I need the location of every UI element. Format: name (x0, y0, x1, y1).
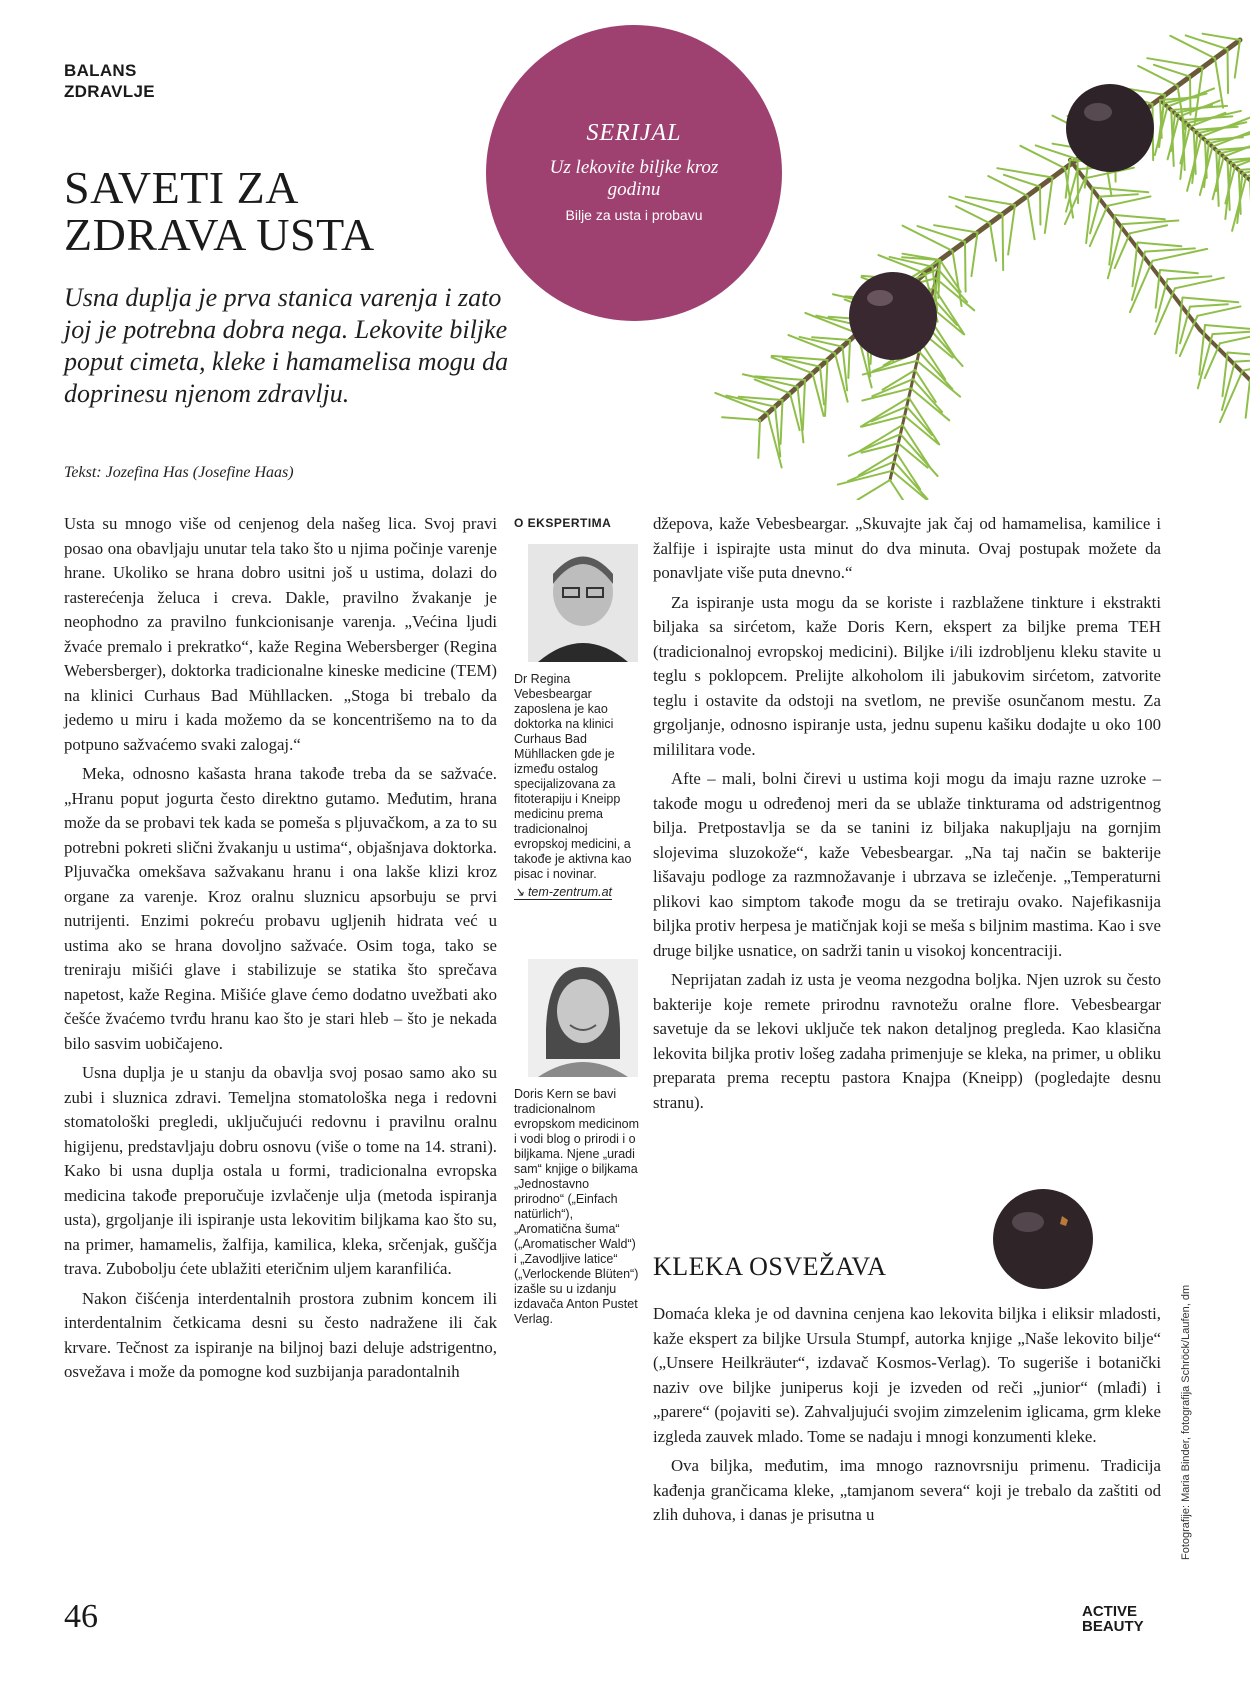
body-column-3 (653, 512, 1161, 1120)
juniper-needle (1168, 276, 1212, 279)
magazine-logo-line1: ACTIVE (1082, 1603, 1138, 1620)
paragraph: Ova biljka, međutim, ima mnogo raznovrsniju primenu. Tradicija kađenja grančicama kleke, „tamjanom severa“ koji je trebalo da zaštiti od zlih duhova, i danas je prisutna u (653, 1456, 1161, 1524)
section-label (64, 60, 155, 102)
paragraph: Usna duplja je u stanju da obavlja svoj posao samo ako su zubi i sluznica zdravi. Temeljna stomatološka nega i redovni stomatološki pregledi, uključujući redovnu i pravilnu oralnu higijenu, predstavljaju dobru osnovu (više o tome na 14. strani). Kako bi usna duplja ostala u formi, tradicionalna evropska medicina takođe preporučuje izvlačenje ulja (metoda ispiranja usta), grgoljanje ili ispiranje usta lekovitim biljkama kao što su, na primer, hamamelis, žalfija, kamilica, kleka, srčenjak, guščja trava. Zubobolju ćete ublažiti eteričnim uljem karanfilića. (64, 1063, 497, 1278)
juniper-needle (1228, 49, 1229, 93)
juniper-needle (1145, 248, 1195, 251)
juniper-needle (1239, 167, 1250, 170)
expert1-caption: Dr Regina Vebesbeargar zaposlena je kao doktorka na klinici Curhaus Bad Mühllacken gde je između ostalog specijalizovana za fitoterapiju i Kneipp medicinu prema tradicionalnoj evropskoj medicini, a takođe je aktivna kao pisac i novinar. (514, 672, 632, 881)
paragraph: Afte – mali, bolni čirevi u ustima koji mogu da imaju razne uzroke – takođe mogu u određenoj meri da se ublaže tinkturama od adstrigentnog bilja. Pretpostavlja se da se tanini iz biljaka nakupljaju na gornjim slojevima sluzokože“, kaže Vebesbeargar. „Na taj način se bakterije lišavaju podloge za razmnožavanje i ubrzava se izlečenje. „Temperaturni plikovi kao simptom takođe mogu da se tretiraju ovako. Najefikasnija biljka protiv herpesa je matičnjak koji se meša s biljnim mastima. Kao i sve druge biljke usnatice, on sadrži tanin u visokoj koncentraciji. (653, 769, 1161, 960)
experts-sidebar (514, 516, 642, 1327)
section-subheading: KLEKA OSVEŽAVA (653, 1252, 887, 1281)
series-label: SERIJAL (586, 120, 682, 146)
juniper-needle (772, 356, 828, 360)
juniper-needle (965, 242, 966, 292)
juniper-needle (1086, 188, 1092, 244)
article-title (64, 164, 484, 258)
juniper-needle (902, 257, 940, 260)
juniper-needle (861, 398, 909, 427)
juniper-needle (892, 471, 935, 500)
photo-credit: Fotografije: Maria Binder, fotografija Schröck/Laufen, dm (1180, 1284, 1192, 1560)
juniper-needle (988, 176, 1027, 196)
juniper-needle (1138, 66, 1177, 86)
juniper-needle (938, 269, 967, 302)
juniper-needle (1235, 358, 1250, 361)
juniper-needle (781, 400, 783, 444)
article-lead: Usna duplja je prva stanica varenja i zato joj je potrebna dobra nega. Lekovite biljke poput cimeta, kleke i hamamelisa mogu da doprinesu njenom zdravlju. (64, 283, 509, 408)
article-title-line1: SAVETI ZA (64, 162, 299, 213)
paragraph: Nakon čišćenja interdentalnih prostora zubnim koncem ili interdentalnim četkicama desni su često nadražene ili čak krvare. Tečnost za ispiranje na biljnoj bazi deluje adstrigentno, osvežava i može da pomogne kod suzbijanja paradontalnih (64, 1288, 497, 1381)
expert2-caption: Doris Kern se bavi tradicionalnom evropskom medicinom i vodi blog o prirodi i o biljkama. Njene „uradi sam“ knjige o biljkama „Jednostavno prirodno“ („Einfach natürlich“), „Aromatična šuma“ („Aromatischer Wald“) i „Zavodljive latice“ („Verlockende Blüten“) izašle su u izdanju izdavača Anton Pustet Verlag. (514, 1087, 640, 1326)
juniper-needle (1123, 221, 1179, 225)
juniper-needle (1004, 175, 1040, 187)
juniper-needle (1183, 298, 1239, 303)
body-column-1 (64, 512, 497, 1390)
juniper-needle (1213, 331, 1250, 335)
juniper-needle (1130, 225, 1167, 233)
juniper-needle (1108, 196, 1151, 205)
juniper-needle (1138, 243, 1182, 247)
series-topic: Bilje za usta i probavu (565, 207, 703, 223)
juniper-needle (803, 380, 805, 430)
juniper-needle (1228, 353, 1250, 357)
juniper-needle (1020, 146, 1065, 169)
paragraph: Usta su mnogo više od cenjenog dela našeg lica. Svoj pravi posao ona obavljaju unutar tela tako što u njima počinje varenje hrane. Ukoliko se hrana dobro usitni još u ustima, dolazi do rasterećenja želuca i creva. Dakle, pravilno žvakanje je neophodno za pravilno funkcionisanje varenja. „Većina ljudi žvaće premalo i prekratko“, kaže Regina Webersberger (Regina Webersberger), doktorka tradicionalne kineske medicine (TEM) na klinici Curhaus Bad Mühllacken. „Stoga bi trebalo da jedemo u miru i kada možemo da se koncentrišemo na to da potpuno sažvaćemo svaki zalogaj.“ (64, 514, 497, 754)
article-byline: Tekst: Jozefina Has (Josefine Haas) (64, 464, 294, 481)
juniper-needle (1205, 343, 1220, 378)
magazine-logo-line2: BEAUTY (1082, 1618, 1144, 1635)
section-label-line1: BALANS (64, 61, 137, 80)
juniper-needle (848, 340, 850, 378)
page-number: 46 (64, 1598, 98, 1635)
juniper-needle (1028, 196, 1035, 239)
juniper-needle (1003, 214, 1004, 270)
juniper-needle (1154, 65, 1190, 77)
series-subtitle: Uz lekovite biljke kroz godinu (549, 157, 719, 200)
juniper-needle (900, 434, 937, 476)
paragraph: Meka, odnosno kašasta hrana takođe treba da se sažvaće. „Hranu poput jogurta često direktno gutamo. Međutim, hrana može da se probavi tek kada se pomeša s pljuvačkom, a za to su potrebni pokreti slični žvakanju u ustima“, objašnjava doktorka. Pljuvačka omekšava sažvakanu hranu i ona lakše klizi kroz organe za varenje. Kroz oralnu sluznicu apsorbuju se prvi nutrijenti. Enzimi pokreću probavu ugljenih hidrata već u ustima ako se hrana dovoljno sažvaće. Osim toga, tako se treniraju mišići glave i stabilizuje se statika što sprečava napetost, kaže Regina. Mišiće glave ćemo dodatno uvežbati ako češće žvaćemo tvrđu hranu kao što je stari hleb – što je nekada bilo sasvim uobičajeno. (64, 764, 497, 1053)
juniper-needle (1045, 178, 1053, 233)
juniper-needle (934, 225, 977, 232)
juniper-needle (990, 223, 996, 261)
juniper-berry-2 (849, 272, 937, 360)
body-column-3b (653, 1302, 1161, 1533)
paragraph: džepova, kaže Vebesbeargar. „Skuvajte jak čaj od hamamelisa, kamilice i žalfije i ispirajte usta minut do dva minuta. Ovaj postupak možete da ponavljate više puta dnevno.“ (653, 514, 1161, 582)
juniper-needle (1203, 34, 1240, 40)
juniper-needle (1246, 380, 1250, 418)
juniper-needle (758, 420, 760, 458)
juniper-needle (1170, 36, 1215, 59)
juniper-needle (1160, 270, 1198, 273)
juniper-needle (1205, 325, 1250, 329)
paragraph: Neprijatan zadah iz usta je veoma nezgodna boljka. Njen uzrok su često bakterije koje remete prirodnu ravnotežu oralne flore. Vebesbeargar savetuje da se lekovi uključe tek nakon detaljnog pregleda. Kao klasična lekovita biljka protiv lošeg zadaha primenjuje se kleka, na primer, u obliku preparata prema receptu pastora Knajpa (Kneipp) (pogledajte desnu stranu). (653, 970, 1161, 1112)
juniper-needle (825, 360, 827, 416)
juniper-needle (1008, 205, 1015, 255)
juniper-berry-image (990, 1186, 1096, 1292)
article-title-line2: ZDRAVA USTA (64, 209, 375, 260)
paragraph: Domaća kleka je od davnina cenjena kao lekovita biljka i eliksir mladosti, kaže ekspert za biljke Ursula Stumpf, autorka knjige „Naše lekovito bilje“ („Unsere Heilkräuter“, izdavač Kosmos-Verlag). To sugeriše i botanički naziv ove biljke juniperus koji je izveden od reči „junior“ (mlađi) i „parere“ (pojaviti se). Zahvaljujući svojim zimzelenim iglicama, grm kleke izgleda zauvek mlado. Tome se nadaju i mnogi konzumenti kleke. (653, 1304, 1161, 1446)
juniper-needle (1093, 188, 1149, 193)
juniper-needle (1100, 194, 1138, 196)
series-badge (486, 25, 782, 321)
juniper-needle (1115, 215, 1165, 219)
juniper-needle (722, 417, 760, 420)
juniper-berry-1 (1066, 84, 1154, 172)
expert-portrait-doris (528, 959, 638, 1077)
expert-portrait-regina (528, 544, 638, 662)
juniper-needle (1198, 306, 1241, 315)
juniper-needle (905, 416, 939, 444)
juniper-needle (1220, 335, 1250, 343)
expert1-website-link[interactable]: ↘ tem-zentrum.at (514, 885, 612, 899)
juniper-needle (1190, 304, 1228, 306)
juniper-needle (820, 367, 824, 405)
paragraph: Za ispiranje usta mogu da se koriste i razblažene tinkture i ekstrakti biljaka sa sirćetom, kaže Doris Kern, ekspert za biljke prema TEH (tradicionalnoj evropskoj medicini). Biljke i/ili izdrobljenu kleku stavite u teglu s poklopcem. Prelijte alkoholom ili jabukovim sirćetom, zatvorite teglu i ostavite da odstoji na svetlom, ne previše osunčanom mestu. Za grgoljanje, odnosno ispiranje usta, jednu supenu kašiku dodajte u oko 100 mililitara vode. (653, 592, 1161, 759)
juniper-needle (1175, 278, 1224, 289)
section-label-line2: ZDRAVLJE (64, 82, 155, 101)
juniper-needle (812, 337, 850, 340)
juniper-needle (913, 379, 942, 412)
juniper-needle (1115, 233, 1130, 268)
juniper-needle (858, 480, 890, 500)
juniper-needle (903, 425, 930, 467)
magazine-logo (1082, 1604, 1144, 1634)
experts-heading: O EKSPERTIMA (514, 516, 612, 530)
